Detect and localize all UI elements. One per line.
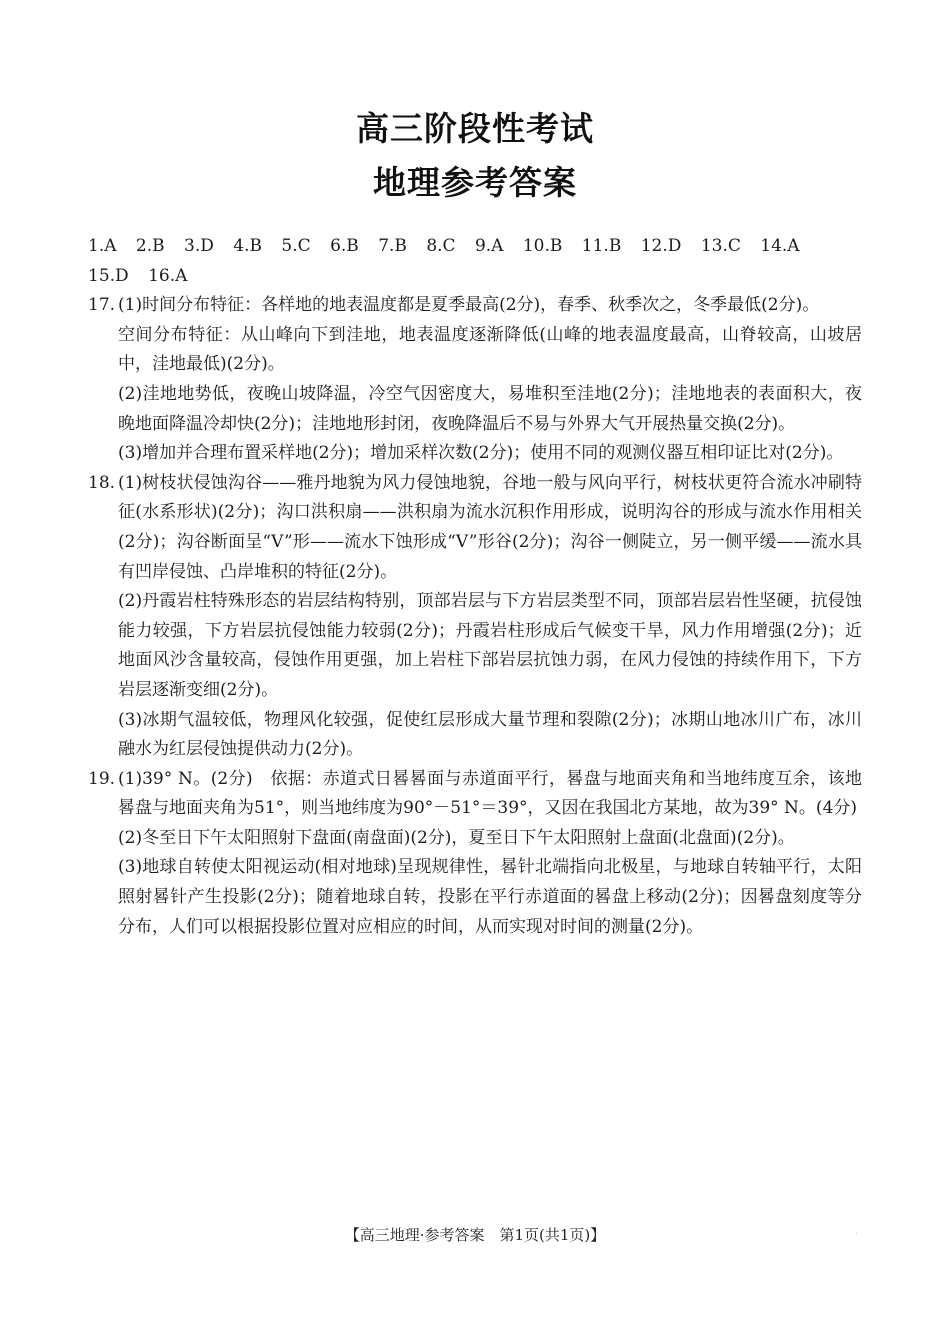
mc-answer-item: 11.B xyxy=(581,236,622,256)
mc-answer-item: 10.B xyxy=(522,236,563,256)
mc-answer-item: 12.D xyxy=(640,236,682,256)
corner-mark: . xyxy=(855,1227,858,1237)
answer-paragraph: (3)地球自转使太阳视运动(相对地球)呈现规律性，晷针北端指向北极星，与地球自转轴平行，太阳照射晷针产生投影(2分)；随着地球自转，投影在平行赤道面的晷盘上移动(2分)；因晷盘刻度等分分布，人们可以根据投影位置对应相应的时间，从而实现对时间的测量(2分)。 xyxy=(118,857,862,937)
answer-paragraph: 空间分布特征：从山峰向下到洼地，地表温度逐渐降低(山峰的地表温度最高，山脊较高，山坡居中，洼地最低)(2分)。 xyxy=(118,324,862,375)
question-number: 18. xyxy=(88,472,116,493)
exam-title: 高三阶段性考试 xyxy=(356,109,594,148)
mc-answer-item: 2.B xyxy=(135,236,165,256)
mc-answer-item: 6.B xyxy=(330,236,359,256)
answer-paragraph: (1)39° N。(2分) 依据：赤道式日晷晷面与赤道面平行，晷盘与地面夹角和当地纬度互余，该地晷盘与地面夹角为51°，则当地纬度为90°－51°＝39°，又因在我国北方某地，故为39° N。(4分) xyxy=(118,768,862,819)
answer-paragraph: (1)树枝状侵蚀沟谷——雅丹地貌为风力侵蚀地貌，谷地一般与风向平行，树枝状更符合流水冲刷特征(水系形状)(2分)；沟口洪积扇——洪积扇为流水沉积作用形成，说明沟谷的形成与流水作用相关(2分)；沟谷断面呈“V”形——流水下蚀形成“V”形谷(2分)；沟谷一侧陡立，另一侧平缓——流水具有凹岸侵蚀、凸岸堆积的特征(2分)。 xyxy=(118,472,862,582)
mc-answer-item: 16.A xyxy=(148,265,188,286)
answer-paragraph: (3)增加并合理布置采样地(2分)；增加采样次数(2分)；使用不同的观测仪器互相印证比对(2分)。 xyxy=(118,443,844,464)
answer-paragraph: (2)洼地地势低，夜晚山坡降温，冷空气因密度大，易堆积至洼地(2分)；洼地地表的表面积大，夜晚地面降温冷却快(2分)；洼地地形封闭，夜晚降温后不易与外界大气开展热量交换(2分)。 xyxy=(118,383,862,434)
question-number: 17. xyxy=(88,295,116,316)
mc-answer-item: 4.B xyxy=(233,236,263,256)
mc-answer-item: 1.A xyxy=(88,236,117,256)
answer-content xyxy=(88,232,862,942)
exam-subtitle: 地理参考答案 xyxy=(373,163,577,202)
answer-paragraph: (2)丹霞岩柱特殊形态的岩层结构特别，顶部岩层与下方岩层类型不同，顶部岩层岩性坚硬，抗侵蚀能力较强，下方岩层抗侵蚀能力较弱(2分)；丹霞岩柱形成后气候变干旱，风力作用增强(2分)；近地面风沙含量较高，侵蚀作用更强，加上岩柱下部岩层抗蚀力弱，在风力侵蚀的持续作用下，下方岩层逐渐变细(2分)。 xyxy=(118,591,862,700)
page-footer: 【高三地理·参考答案 第1页(共1页)】 xyxy=(344,1226,606,1244)
answer-paragraph: (2)冬至日下午太阳照射下盘面(南盘面)(2分)，夏至日下午太阳照射上盘面(北盘面)(2分)。 xyxy=(118,827,795,848)
question-17 xyxy=(88,291,862,469)
question-18 xyxy=(88,469,862,765)
multiple-choice-answers xyxy=(88,232,862,291)
mc-answer-item: 15.D xyxy=(88,265,129,286)
mc-answer-item: 7.B xyxy=(378,236,407,256)
answer-paragraph: (3)冰期气温较低，物理风化较强，促使红层形成大量节理和裂隙(2分)；冰期山地冰川广布，冰川融水为红层侵蚀提供动力(2分)。 xyxy=(118,709,862,760)
mc-answer-item: 3.D xyxy=(184,236,214,256)
mc-answer-item: 5.C xyxy=(281,236,311,256)
mc-answer-item: 13.C xyxy=(700,236,741,256)
mc-answer-item: 9.A xyxy=(474,236,504,256)
answer-paragraph: (1)时间分布特征：各样地的地表温度都是夏季最高(2分)，春季、秋季次之，冬季最低(2分)。 xyxy=(118,295,820,316)
question-19 xyxy=(88,765,862,943)
mc-answer-item: 8.C xyxy=(426,236,456,256)
mc-answer-item: 14.A xyxy=(760,236,800,256)
question-number: 19. xyxy=(88,768,116,789)
